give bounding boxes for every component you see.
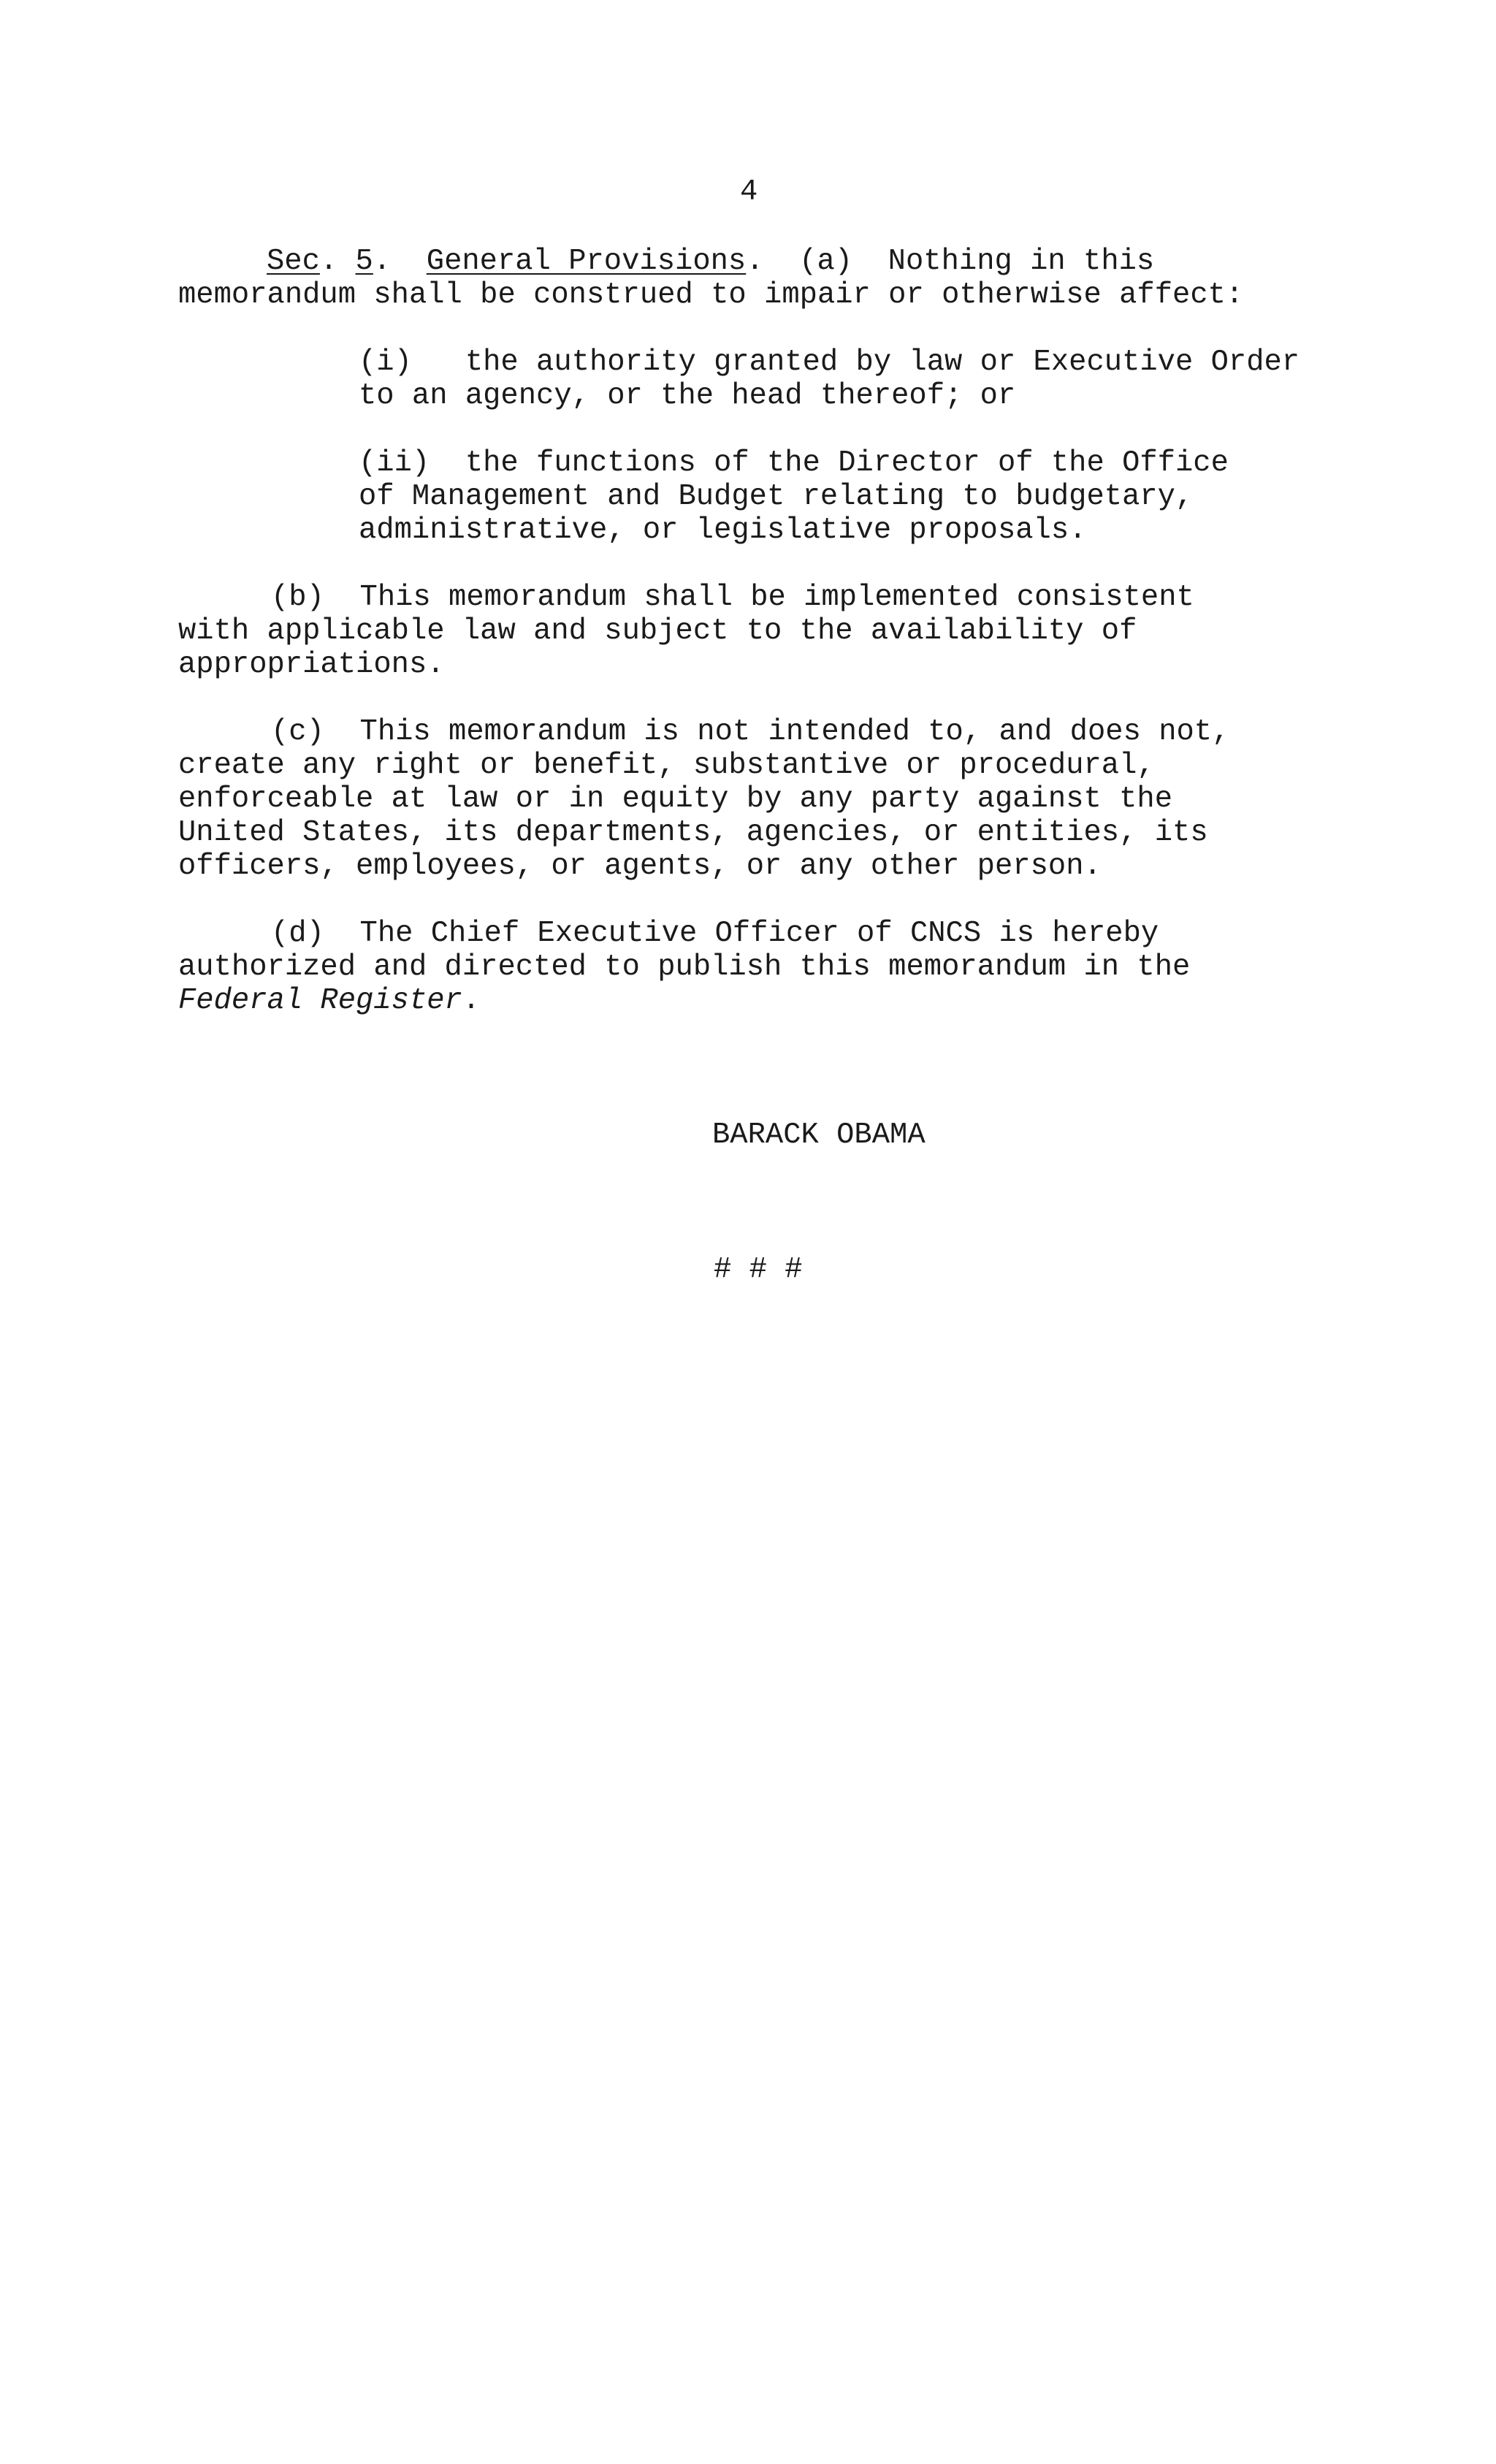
section-heading-line	[267, 245, 1154, 278]
para-b-line1: (b) This memorandum shall be implemented consistent	[271, 581, 1194, 614]
federal-register-title: Federal Register	[178, 984, 462, 1018]
sec-dot-2: .	[373, 245, 427, 278]
para-c-line5: officers, employees, or agents, or any other person.	[178, 850, 1102, 883]
signature: BARACK OBAMA	[712, 1118, 926, 1152]
para-d-line1: (d) The Chief Executive Officer of CNCS is hereby	[271, 917, 1159, 950]
sec-number: 5	[355, 245, 373, 278]
para-b-line3: appropriations.	[178, 648, 445, 682]
sec-label: Sec	[267, 245, 320, 278]
para-c-line4: United States, its departments, agencies, or entities, its	[178, 816, 1208, 850]
para-a-line2: memorandum shall be construed to impair or otherwise affect:	[178, 278, 1244, 312]
para-b-line2: with applicable law and subject to the availability of	[178, 614, 1137, 648]
sec-dot: .	[319, 245, 356, 278]
para-d-line2: authorized and directed to publish this memorandum in the	[178, 950, 1191, 984]
end-mark: # # #	[714, 1253, 803, 1286]
para-d-period: .	[462, 984, 481, 1018]
para-d-line3	[178, 984, 480, 1018]
item-i-line2: to an agency, or the head thereof; or	[359, 379, 1016, 413]
item-ii-line3: administrative, or legislative proposals.	[359, 514, 1087, 547]
para-c-line2: create any right or benefit, substantive or procedural,	[178, 749, 1155, 782]
item-ii-line2: of Management and Budget relating to budgetary,	[359, 480, 1194, 514]
item-ii-line1: (ii) the functions of the Director of the Office	[359, 446, 1229, 480]
para-c-line3: enforceable at law or in equity by any party against the	[178, 782, 1173, 816]
page-number: 4	[740, 175, 758, 209]
item-i-line1: (i) the authority granted by law or Executive Order	[359, 346, 1300, 379]
section-title: General Provisions	[426, 245, 747, 278]
para-c-line1: (c) This memorandum is not intended to, and does not,	[271, 715, 1230, 749]
para-a-intro: . (a) Nothing in this	[746, 245, 1155, 278]
